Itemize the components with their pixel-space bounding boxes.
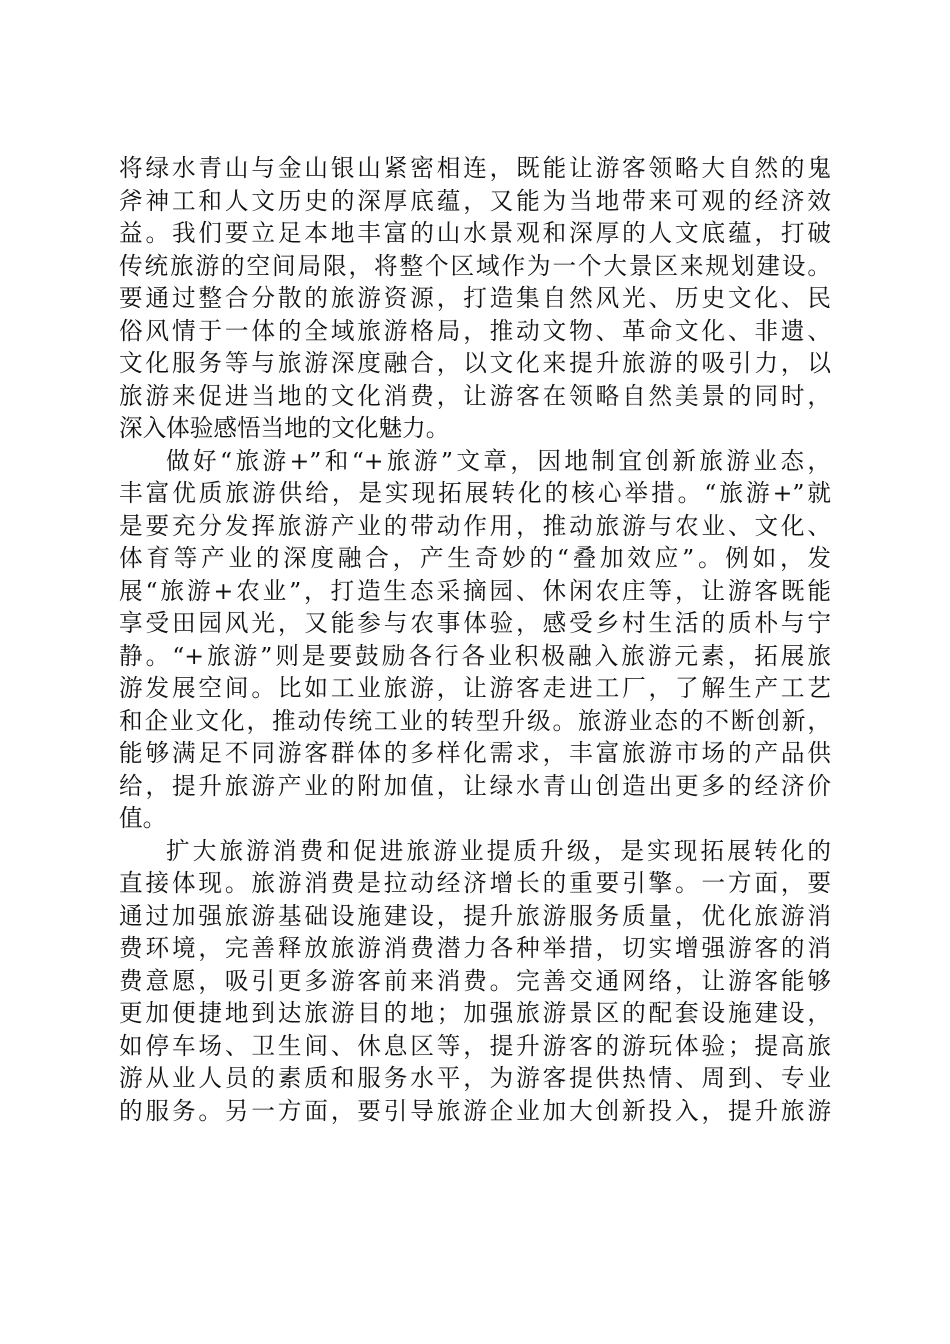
text-line: 展“旅游+农业”，打造生态采摘园、休闲农庄等，让游客既能 — [119, 576, 831, 605]
text-line: 旅游来促进当地的文化消费，让游客在领略自然美景的同时， — [119, 381, 831, 410]
document-body — [119, 152, 831, 1127]
text-line: 费意愿，吸引更多游客前来消费。完善交通网络，让游客能够 — [119, 966, 831, 995]
text-line: 游从业人员的素质和服务水平，为游客提供热情、周到、专业 — [119, 1064, 831, 1092]
text-line: 享受田园风光，又能参与农事体验，感受乡村生活的质朴与宁 — [119, 609, 831, 637]
text-line: 费环境，完善释放旅游消费潜力各种举措，切实增强游客的消 — [119, 934, 831, 962]
text-line: 扩大旅游消费和促进旅游业提质升级，是实现拓展转化的 — [166, 836, 831, 865]
text-line: 直接体现。旅游消费是拉动经济增长的重要引擎。一方面，要 — [119, 869, 831, 897]
text-line: 通过加强旅游基础设施建设，提升旅游服务质量，优化旅游消 — [119, 901, 831, 930]
text-line: 俗风情于一体的全域旅游格局，推动文物、革命文化、非遗、 — [119, 316, 831, 345]
paragraph-3 — [119, 835, 831, 1128]
text-line: 文化服务等与旅游深度融合，以文化来提升旅游的吸引力，以 — [119, 349, 831, 377]
text-line: 值。 — [119, 804, 167, 832]
text-line: 游发展空间。比如工业旅游，让游客走进工厂，了解生产工艺 — [119, 674, 831, 702]
text-line: 做好“旅游+”和“+旅游”文章，因地制宜创新旅游业态， — [166, 446, 831, 475]
text-line: 斧神工和人文历史的深厚底蕴，又能为当地带来可观的经济效 — [119, 186, 831, 215]
text-line: 传统旅游的空间局限，将整个区域作为一个大景区来规划建设。 — [119, 251, 831, 280]
paragraph-1 — [119, 152, 831, 445]
text-line: 丰富优质旅游供给，是实现拓展转化的核心举措。“旅游+”就 — [119, 479, 831, 507]
paragraph-2 — [119, 445, 831, 835]
text-line: 体育等产业的深度融合，产生奇妙的“叠加效应”。例如，发 — [119, 544, 831, 572]
text-line: 将绿水青山与金山银山紧密相连，既能让游客领略大自然的鬼 — [119, 154, 831, 182]
text-line: 如停车场、卫生间、休息区等，提升游客的游玩体验；提高旅 — [119, 1031, 831, 1060]
text-line: 能够满足不同游客群体的多样化需求，丰富旅游市场的产品供 — [119, 739, 831, 767]
text-line: 深入体验感悟当地的文化魅力。 — [119, 414, 450, 442]
text-line: 和企业文化，推动传统工业的转型升级。旅游业态的不断创新， — [119, 706, 831, 735]
text-line: 给，提升旅游产业的附加值，让绿水青山创造出更多的经济价 — [119, 771, 831, 800]
text-line: 益。我们要立足本地丰富的山水景观和深厚的人文底蕴，打破 — [119, 219, 831, 247]
text-line: 的服务。另一方面，要引导旅游企业加大创新投入，提升旅游 — [119, 1096, 831, 1125]
text-line: 要通过整合分散的旅游资源，打造集自然风光、历史文化、民 — [119, 284, 831, 312]
text-line: 是要充分发挥旅游产业的带动作用，推动旅游与农业、文化、 — [119, 511, 831, 540]
text-line: 静。“+旅游”则是要鼓励各行各业积极融入旅游元素，拓展旅 — [119, 641, 831, 670]
text-line: 更加便捷地到达旅游目的地；加强旅游景区的配套设施建设， — [119, 999, 831, 1027]
